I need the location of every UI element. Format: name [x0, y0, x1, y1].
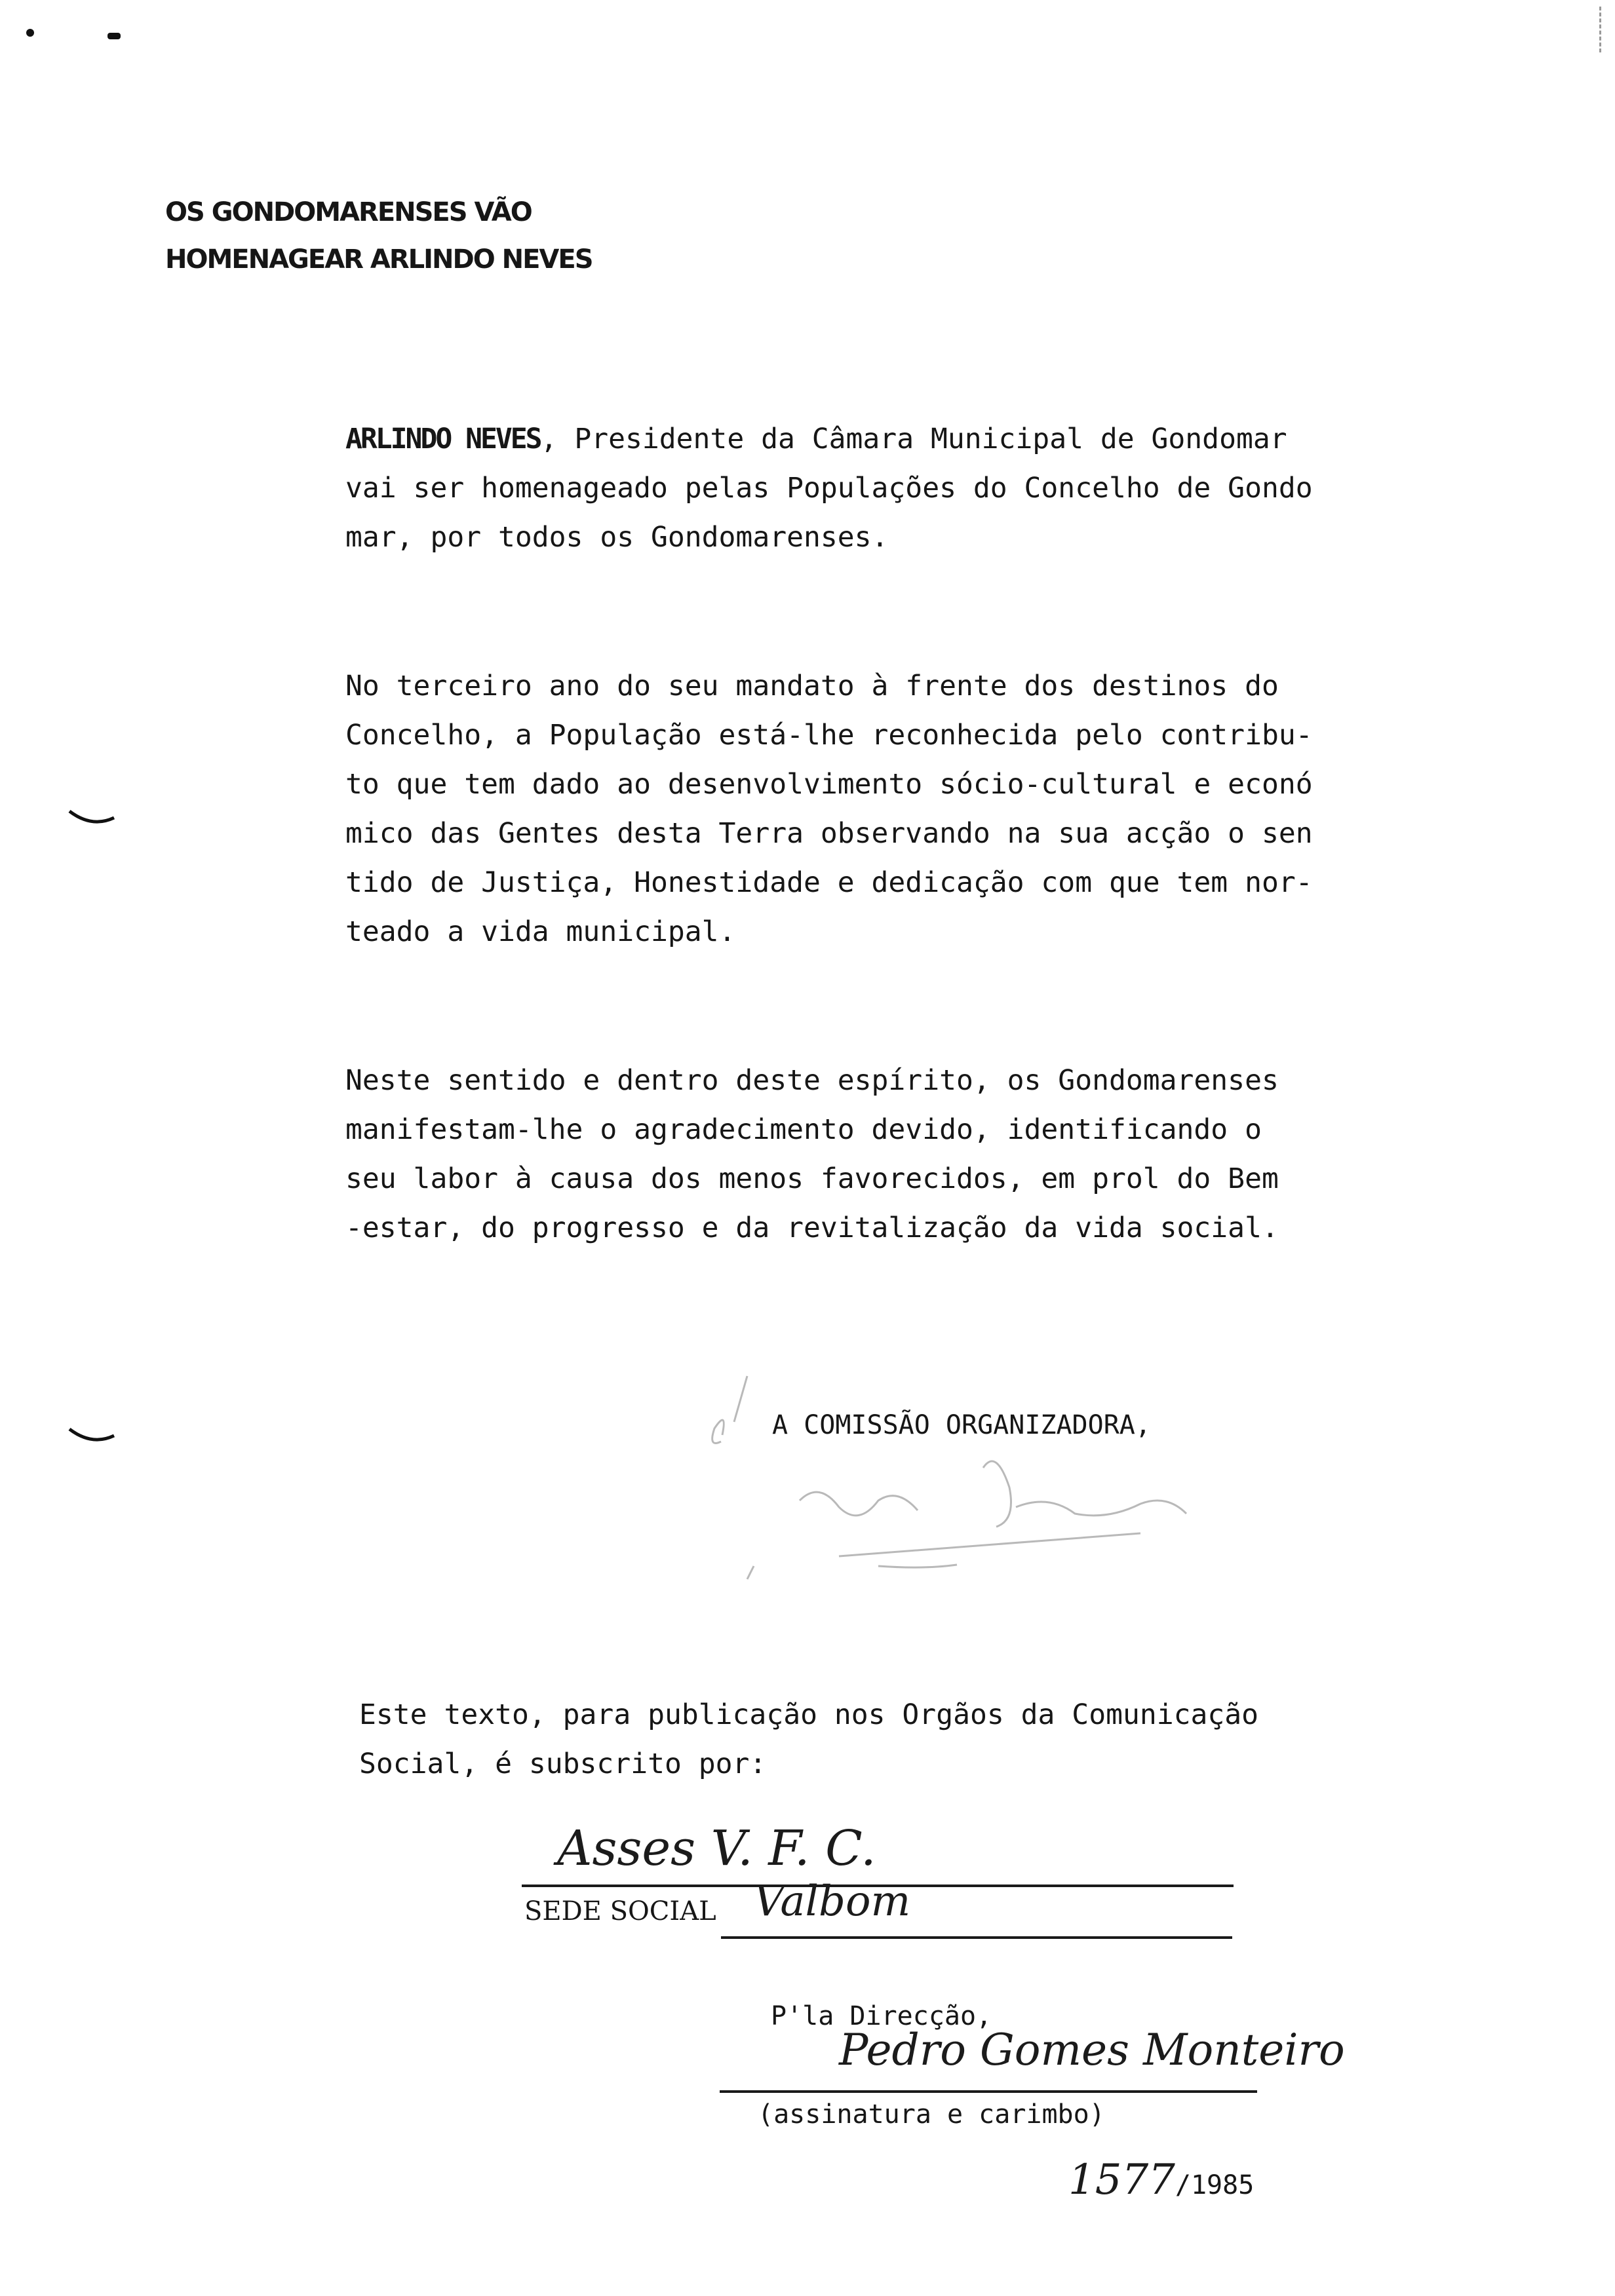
- subscription-line: Social, é subscrito por:: [359, 1748, 767, 1780]
- direction-label: P'la Direcção,: [771, 2001, 992, 2031]
- commission-faint-signature: [708, 1369, 1232, 1586]
- paragraph-1-line-1: ARLINDO NEVES, Presidente da Câmara Municipal de Gondomar: [345, 423, 1287, 455]
- paragraph-2: [345, 662, 1313, 957]
- paragraph-3-line: Neste sentido e dentro deste espírito, os Gondomarenses: [345, 1064, 1279, 1097]
- paragraph-3-line: seu labor à causa dos menos favorecidos, em prol do Bem: [345, 1162, 1279, 1195]
- honoree-name: ARLINDO NEVES: [345, 423, 541, 455]
- reference-year: /1985: [1175, 2170, 1255, 2200]
- handwritten-seat: Valbom: [754, 1877, 911, 1926]
- handwritten-director-signature: Pedro Gomes Monteiro: [839, 2025, 1345, 2075]
- scan-mark-dot: [26, 29, 34, 37]
- handwritten-reference: 1577: [1068, 2156, 1175, 2204]
- headline-line-2: HOMENAGEAR ARLINDO NEVES: [165, 244, 593, 275]
- paragraph-2-line: to que tem dado ao desenvolvimento sócio-cultural e econó: [345, 768, 1313, 801]
- paragraph-2-line: teado a vida municipal.: [345, 915, 736, 948]
- subscription-text: [359, 1691, 1258, 1789]
- margin-tick-top-right: [1599, 7, 1603, 52]
- punch-hole-mark-upper: [66, 806, 118, 832]
- sede-social-label: SEDE SOCIAL: [524, 1896, 716, 1926]
- headline-line-1: OS GONDOMARENSES VÃO: [165, 197, 532, 227]
- reference-number: [1068, 2156, 1254, 2210]
- seat-line: [721, 1936, 1232, 1939]
- signature-caption: (assinatura e carimbo): [758, 2099, 1105, 2130]
- paragraph-1: [345, 415, 1313, 562]
- paragraph-3-line: manifestam-lhe o agradecimento devido, identificando o: [345, 1113, 1262, 1146]
- headline: [165, 189, 593, 283]
- paragraph-3: [345, 1056, 1279, 1253]
- scan-mark-dash: [107, 33, 121, 39]
- handwritten-association-name: Asses V. F. C.: [557, 1820, 876, 1877]
- paragraph-2-line: tido de Justiça, Honestidade e dedicação com que tem nor-: [345, 866, 1313, 899]
- paragraph-2-line: mico das Gentes desta Terra observando na sua acção o sen: [345, 817, 1313, 850]
- punch-hole-mark-lower: [66, 1425, 118, 1451]
- paragraph-2-line: Concelho, a População está-lhe reconhecida pelo contribu-: [345, 719, 1313, 752]
- paragraph-1-line-3: mar, por todos os Gondomarenses.: [345, 521, 889, 554]
- paragraph-2-line: No terceiro ano do seu mandato à frente dos destinos do: [345, 670, 1279, 702]
- paragraph-1-line-2: vai ser homenageado pelas Populações do Concelho de Gondo: [345, 472, 1313, 505]
- commission-label: A COMISSÃO ORGANIZADORA,: [772, 1410, 1151, 1440]
- paragraph-3-line: -estar, do progresso e da revitalização da vida social.: [345, 1212, 1279, 1244]
- subscription-line: Este texto, para publicação nos Orgãos da Comunicação: [359, 1698, 1259, 1731]
